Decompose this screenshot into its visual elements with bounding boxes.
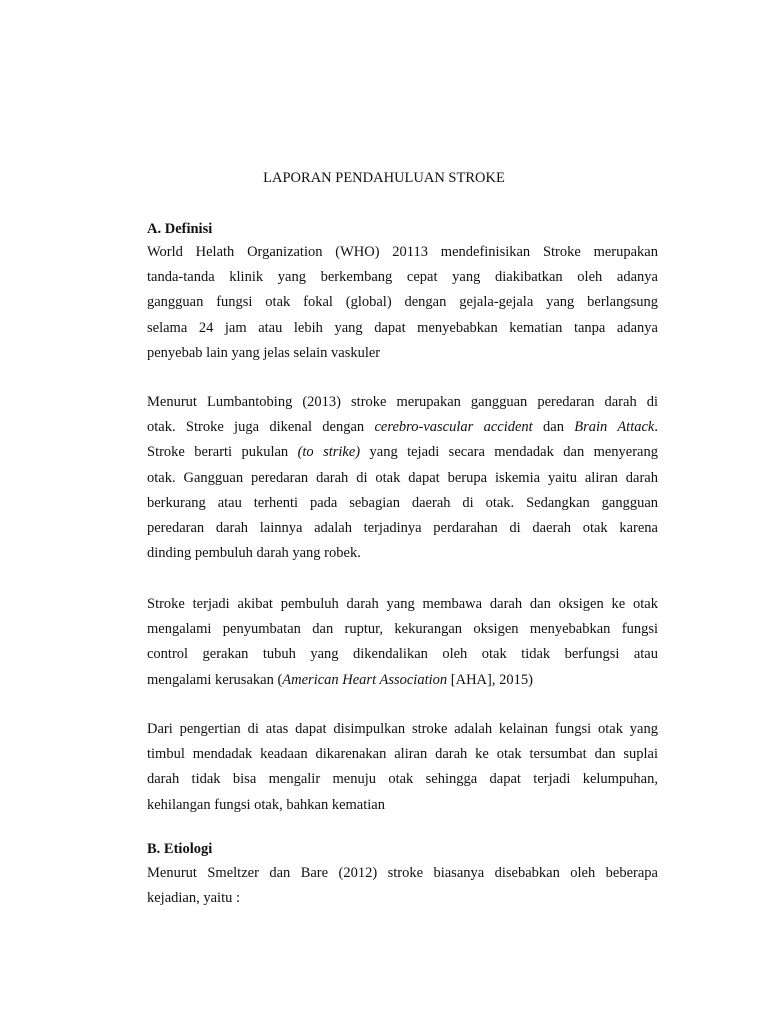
definition-paragraph-4 [147,717,658,818]
text-run: mengalami kerusakan ( [147,671,283,688]
definition-paragraph-2 [147,390,658,566]
text-line: kejadian, yaitu : [147,890,241,907]
text-run: [AHA], 2015) [447,671,533,688]
text-line: mengalami penyumbatan dan ruptur, kekurangan oksigen menyebabkan fungsi [147,621,658,638]
text-line [147,440,658,465]
text-line: penyebab lain yang jelas selain vaskuler [147,344,381,361]
section-b-heading: B. Etiologi [147,841,213,857]
text-line [147,668,658,693]
text-line: peredaran darah lainnya adalah terjadinya perdarahan di daerah otak karena [147,519,658,536]
definition-paragraph-3 [147,592,658,693]
text-line: Menurut Lumbantobing (2013) stroke merupakan gangguan peredaran darah di [147,394,658,410]
text-run: Stroke berarti pukulan [147,444,298,461]
text-line [147,415,658,440]
italic-term: Brain Attack [574,419,655,436]
text-line: otak. Gangguan peredaran darah di otak dapat berupa iskemia yaitu aliran darah [147,469,658,486]
text-line: Stroke terjadi akibat pembuluh darah yang membawa darah dan oksigen ke otak [147,596,658,612]
text-line: berkurang atau terhenti pada sebagian daerah di otak. Sedangkan gangguan [147,494,658,511]
section-a-heading: A. Definisi [147,221,213,237]
text-line: dinding pembuluh darah yang robek. [147,545,361,562]
text-line: Menurut Smeltzer dan Bare (2012) stroke biasanya disebabkan oleh beberapa [147,865,658,881]
italic-term: (to strike) [297,444,361,461]
italic-term: American Heart Association [282,671,448,688]
text-line: timbul mendadak keadaan dikarenakan aliran darah ke otak tersumbat dan suplai [147,746,658,763]
text-line: selama 24 jam atau lebih yang dapat menyebabkan kematian tanpa adanya [147,319,658,336]
text-line: control gerakan tubuh yang dikendalikan oleh otak tidak berfungsi atau [147,646,658,663]
text-run: yang tejadi secara mendadak dan menyerang [360,444,658,461]
text-line: gangguan fungsi otak fokal (global) dengan gejala-gejala yang berlangsung [147,294,658,311]
text-line: tanda-tanda klinik yang berkembang cepat yang diakibatkan oleh adanya [147,269,658,286]
text-line: darah tidak bisa mengalir menuju otak sehingga dapat terjadi kelumpuhan, [147,771,658,788]
document-title: LAPORAN PENDAHULUAN STROKE [263,170,505,186]
text-run: otak. Stroke juga dikenal dengan [147,419,375,436]
text-run: . [654,419,658,436]
text-line: World Helath Organization (WHO) 20113 mendefinisikan Stroke merupakan [147,244,658,260]
italic-term: cerebro-vascular accident [374,419,533,436]
text-line: kehilangan fungsi otak, bahkan kematian [147,796,385,813]
text-line: Dari pengertian di atas dapat disimpulkan stroke adalah kelainan fungsi otak yang [147,721,658,737]
text-run: dan [532,419,575,436]
definition-paragraph-1 [147,240,658,366]
etiology-paragraph-1 [147,861,658,911]
